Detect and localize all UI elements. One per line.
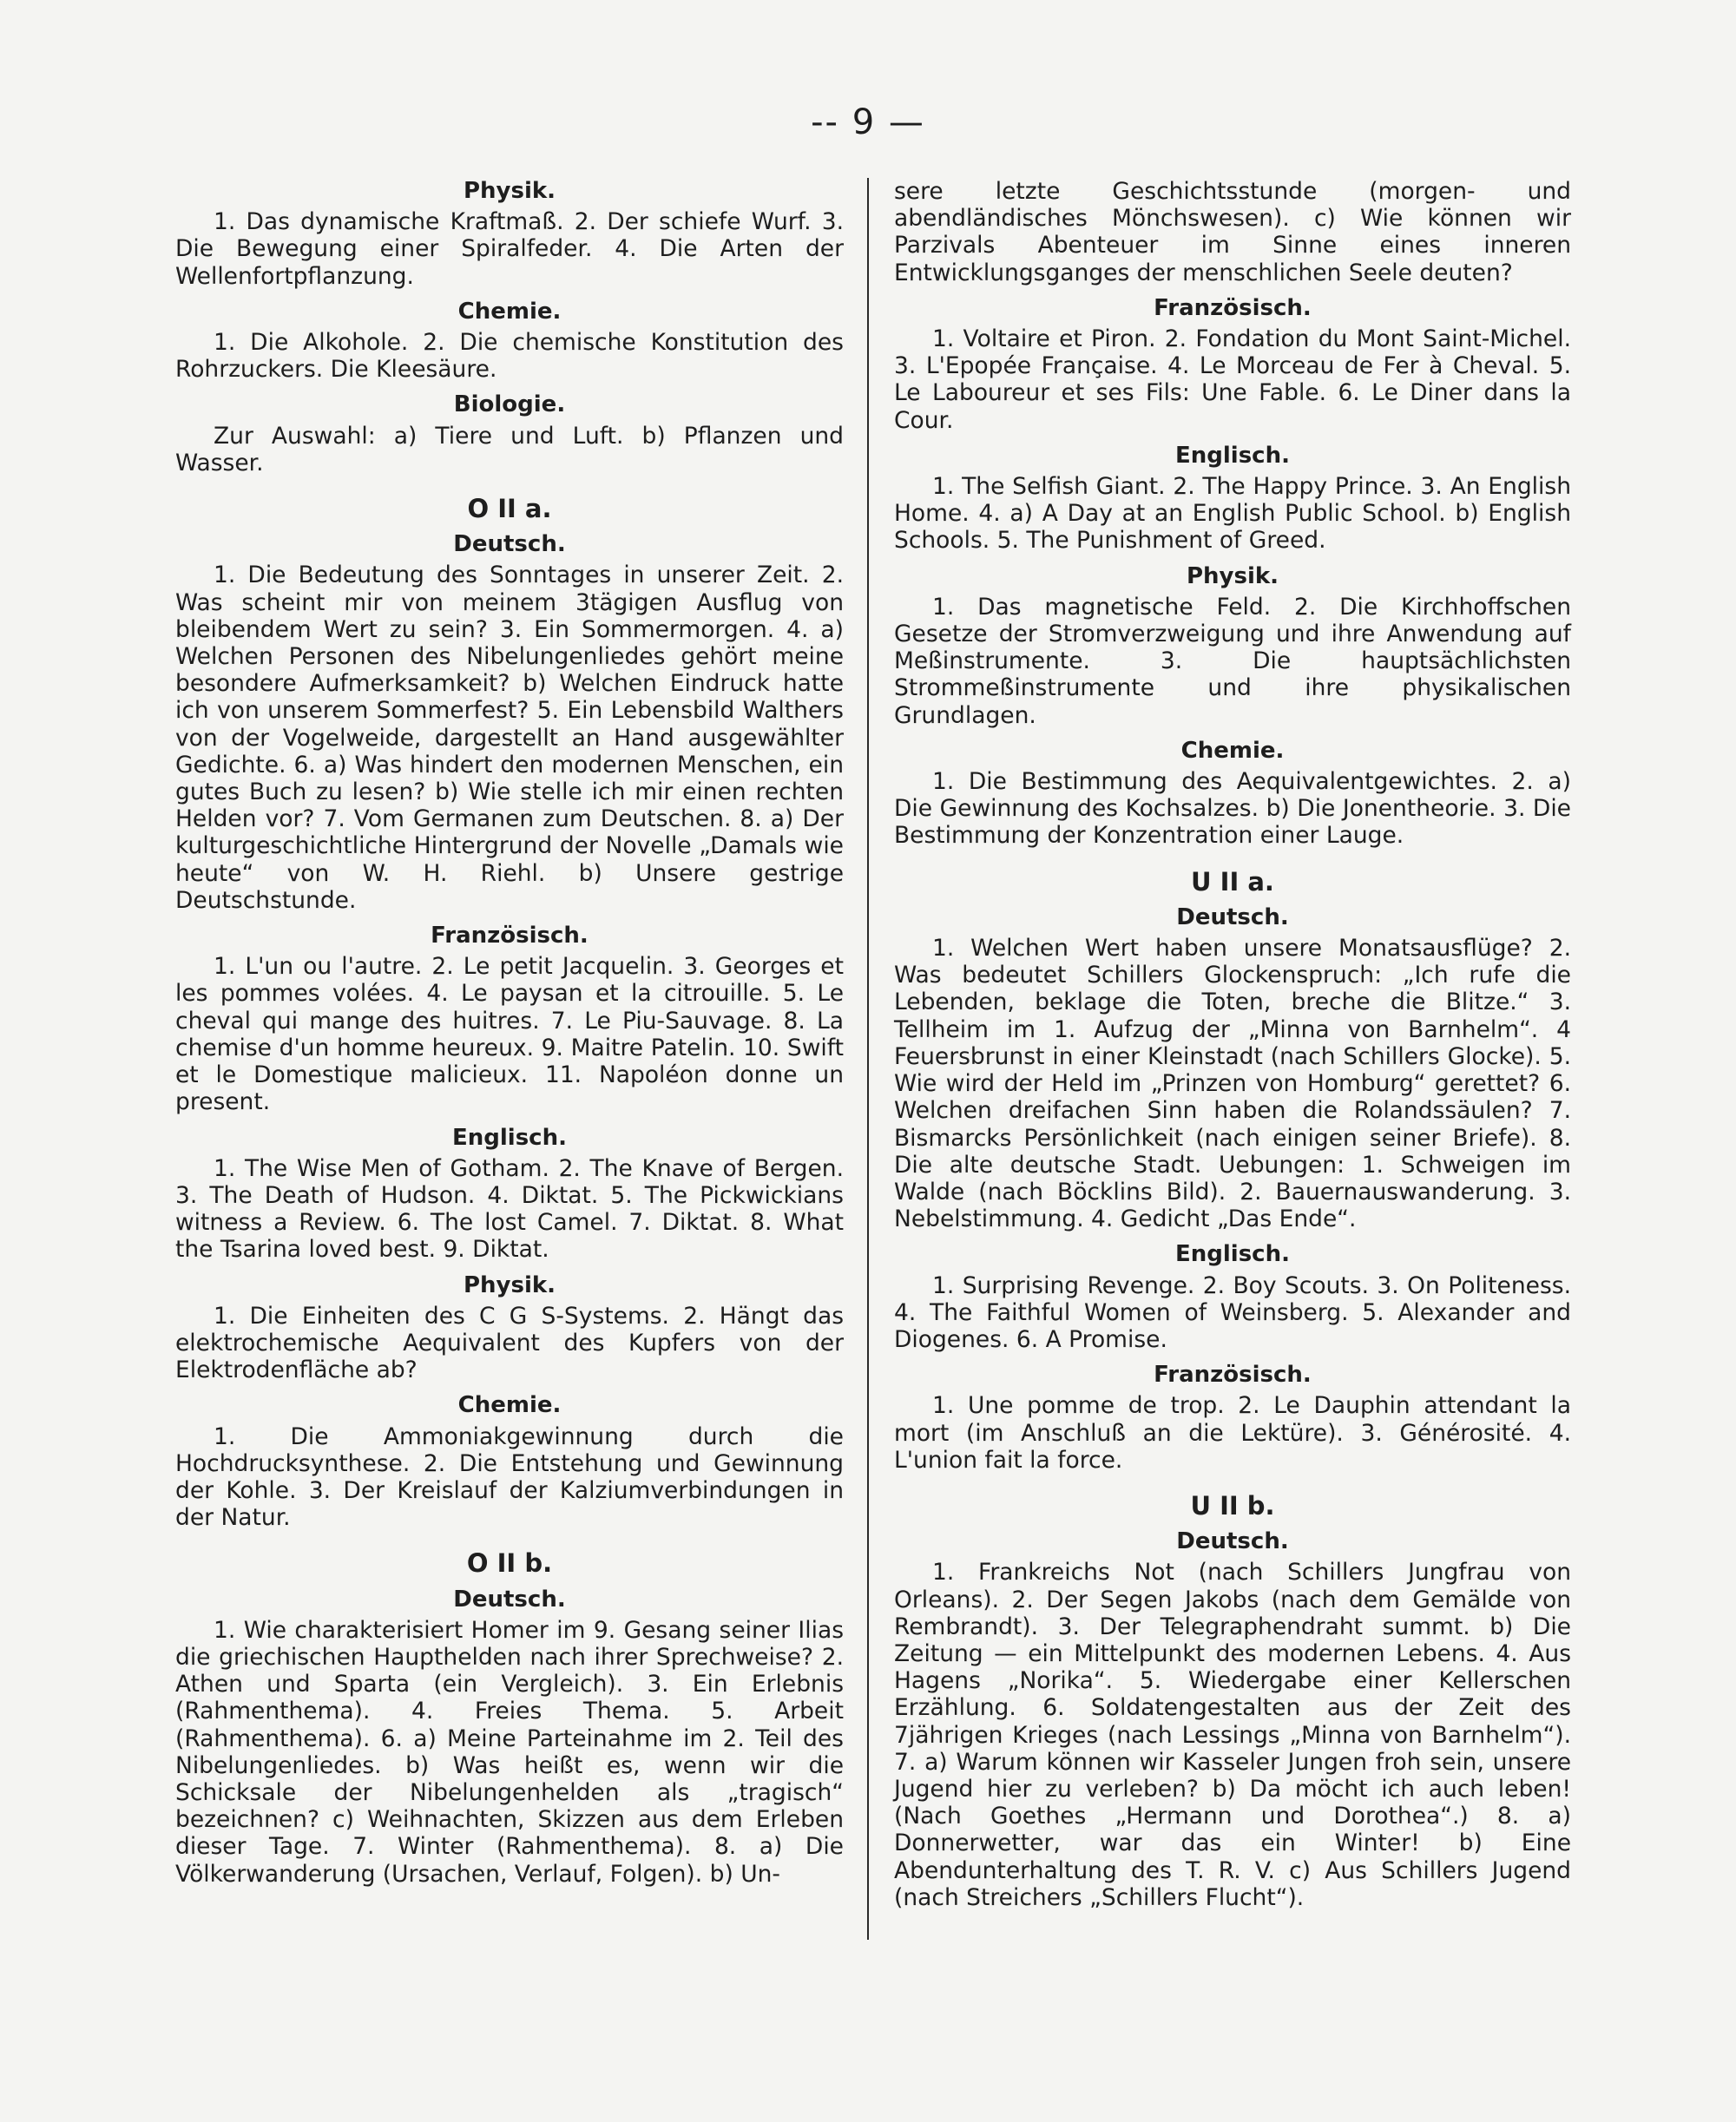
topic-paragraph: 1. Die Ammoniakgewinnung durch die Hochdrucksynthese. 2. Die Entstehung und Gewinnung der Kohle. 3. Der Kreislauf der Kalziumverbindungen in der Natur. xyxy=(175,1422,844,1532)
topic-paragraph: Zur Auswahl: a) Tiere und Luft. b) Pflanzen und Wasser. xyxy=(175,422,844,476)
topic-paragraph: 1. The Wise Men of Gotham. 2. The Knave of Bergen. 3. The Death of Hudson. 4. Diktat. 5. The Pickwickians witness a Review. 6. The lost Camel. 7. Diktat. 8. What the Tsarina loved best. 9. Diktat. xyxy=(175,1154,844,1264)
topic-paragraph: 1. Wie charakterisiert Homer im 9. Gesang seiner Ilias die griechischen Haupthelden nach ihrer Sprechweise? 2. Athen und Sparta (ein Vergleich). 3. Ein Erlebnis (Rahmenthema). 4. Freies Thema. 5. Arbeit (Rahmenthema). 6. a) Meine Parteinahme im 2. Teil des Nibelungenliedes. b) Was heißt es, wenn wir die Schicksale der Nibelungenhelden als „tragisch“ bezeichnen? c) Weihnachten, Skizzen aus dem Erleben dieser Tage. 7. Winter (Rahmenthema). 8. a) Die Völkerwanderung (Ursachen, Verlauf, Folgen). b) Un- xyxy=(175,1616,844,1888)
topic-paragraph: 1. The Selfish Giant. 2. The Happy Prince. 3. An English Home. 4. a) A Day at an English Public School. b) English Schools. 5. The Punishment of Greed. xyxy=(894,473,1571,555)
subject-heading: Französisch. xyxy=(1154,294,1312,321)
topic-paragraph: 1. Die Bedeutung des Sonntages in unserer Zeit. 2. Was scheint mir von meinem 3tägigen Ausflug von bleibendem Wert zu sein? 3. Ein Sommermorgen. 4. a) Welchen Personen des Nibelungenliedes gehört meine besondere Aufmerksamkeit? b) Welchen Eindruck hatte ich von unserem Sommerfest? 5. Ein Lebensbild Walthers von der Vogelweide, dargestellt an Hand ausgewählter Gedichte. 6. a) Was hindert den modernen Menschen, ein gutes Buch zu lesen? b) Wie stelle ich mir einen rechten Helden vor? 7. Vom Germanen zum Deutschen. 8. a) Der kulturgeschichtliche Hintergrund der Novelle „Damals wie heute“ von W. H. Riehl. b) Unsere gestrige Deutschstunde. xyxy=(175,562,844,914)
subject-heading: Physik. xyxy=(463,1271,556,1298)
subject-heading: Chemie. xyxy=(457,298,562,325)
class-heading: O II b. xyxy=(466,1548,553,1579)
subject-heading: Chemie. xyxy=(1180,737,1285,764)
subject-heading: Deutsch. xyxy=(1176,903,1289,930)
topic-paragraph: 1. Die Alkohole. 2. Die chemische Konstitution des Rohrzuckers. Die Kleesäure. xyxy=(175,329,844,384)
topic-paragraph: 1. Une pomme de trop. 2. Le Dauphin attendant la mort (im Anschluß an die Lektüre). 3. Générosité. 4. L'union fait la force. xyxy=(894,1392,1571,1474)
topic-paragraph: 1. Surprising Revenge. 2. Boy Scouts. 3. On Politeness. 4. The Faithful Women of Weinsberg. 5. Alexander and Diogenes. 6. A Promise. xyxy=(894,1271,1571,1353)
topic-paragraph: 1. Die Einheiten des C G S-Systems. 2. Hängt das elektrochemische Aequivalent des Kupfers von der Elektrodenfläche ab? xyxy=(175,1302,844,1384)
class-heading: U II b. xyxy=(1190,1490,1275,1521)
right-column xyxy=(894,178,1571,1911)
subject-heading: Englisch. xyxy=(1175,1241,1290,1268)
subject-heading: Physik. xyxy=(463,178,556,204)
topic-paragraph: 1. Welchen Wert haben unsere Monatsausflüge? 2. Was bedeutet Schillers Glockenspruch: „Ich rufe die Lebenden, beklage die Toten, breche die Blitze.“ 3. Tellheim im 1. Aufzug der „Minna von Barnhelm“. 4 Feuersbrunst in einer Kleinstadt (nach Schillers Glocke). 5. Wie wird der Held im „Prinzen von Homburg“ gerettet? 6. Welchen dreifachen Sinn haben die Rolandssäulen? 7. Bismarcks Persönlichkeit (nach einigen seiner Briefe). 8. Die alte deutsche Stadt. Uebungen: 1. Schweigen im Walde (nach Böcklins Bild). 2. Bauernauswanderung. 3. Nebelstimmung. 4. Gedicht „Das Ende“. xyxy=(894,935,1571,1233)
subject-heading: Französisch. xyxy=(431,923,589,949)
subject-heading: Physik. xyxy=(1186,562,1279,589)
topic-paragraph: 1. Frankreichs Not (nach Schillers Jungfrau von Orleans). 2. Der Segen Jakobs (nach dem Gemälde von Rembrandt). 3. Der Telegraphendraht summt. b) Die Zeitung — ein Mittelpunkt des modernen Lebens. 4. Aus Hagens „Norika“. 5. Wiedergabe einer Kellerschen Erzählung. 6. Soldatengestalten aus der Zeit des 7jährigen Krieges (nach Lessings „Minna von Barnhelm“). 7. a) Warum können wir Kasseler Jungen froh sein, unsere Jugend hier zu verleben? b) Da möcht ich auch leben! (Nach Goethes „Hermann und Dorothea“.) 8. a) Donnerwetter, war das ein Winter! b) Eine Abendunterhaltung des T. R. V. c) Aus Schillers Jugend (nach Streichers „Schillers Flucht“). xyxy=(894,1559,1571,1911)
topic-paragraph: 1. Das dynamische Kraftmaß. 2. Der schiefe Wurf. 3. Die Bewegung einer Spiralfeder. 4. Die Arten der Wellenfortpflanzung. xyxy=(175,208,844,290)
topic-paragraph: 1. Die Bestimmung des Aequivalentgewichtes. 2. a) Die Gewinnung des Kochsalzes. b) Die Jonentheorie. 3. Die Bestimmung der Konzentration einer Lauge. xyxy=(894,768,1571,850)
subject-heading: Französisch. xyxy=(1154,1362,1312,1389)
class-heading: U II a. xyxy=(1191,866,1274,897)
page-number: -- 9 — xyxy=(811,102,925,142)
subject-heading: Englisch. xyxy=(452,1124,567,1151)
left-column xyxy=(175,178,844,1888)
topic-paragraph: 1. Das magnetische Feld. 2. Die Kirchhoffschen Gesetze der Stromverzweigung und ihre Anwendung auf Meßinstrumente. 3. Die hauptsächlichsten Strommeßinstrumente und ihre physikalischen Grundlagen. xyxy=(894,593,1571,729)
topic-paragraph: sere letzte Geschichtsstunde (morgen- und abendländisches Mönchswesen). c) Wie können wir Parzivals Abenteuer im Sinne eines inneren Entwicklungsganges der menschlichen Seele deuten? xyxy=(894,178,1571,286)
subject-heading: Chemie. xyxy=(457,1392,562,1419)
column-divider xyxy=(867,178,869,1940)
subject-heading: Deutsch. xyxy=(1176,1528,1289,1555)
topic-paragraph: 1. L'un ou l'autre. 2. Le petit Jacquelin. 3. Georges et les pommes volées. 4. Le paysan et la citrouille. 5. Le cheval qui mange des huitres. 7. Le Piu-Sauvage. 8. La chemise d'un homme heureux. 9. Maitre Patelin. 10. Swift et le Domestique malicieux. 11. Napoléon donne un present. xyxy=(175,953,844,1116)
topic-paragraph: 1. Voltaire et Piron. 2. Fondation du Mont Saint-Michel. 3. L'Epopée Française. 4. Le Morceau de Fer à Cheval. 5. Le Laboureur et ses Fils: Une Fable. 6. Le Diner dans la Cour. xyxy=(894,325,1571,434)
class-heading: O II a. xyxy=(467,494,552,524)
subject-heading: Deutsch. xyxy=(453,1586,566,1613)
subject-heading: Englisch. xyxy=(1175,442,1290,469)
subject-heading: Biologie. xyxy=(453,391,566,418)
subject-heading: Deutsch. xyxy=(453,531,566,558)
